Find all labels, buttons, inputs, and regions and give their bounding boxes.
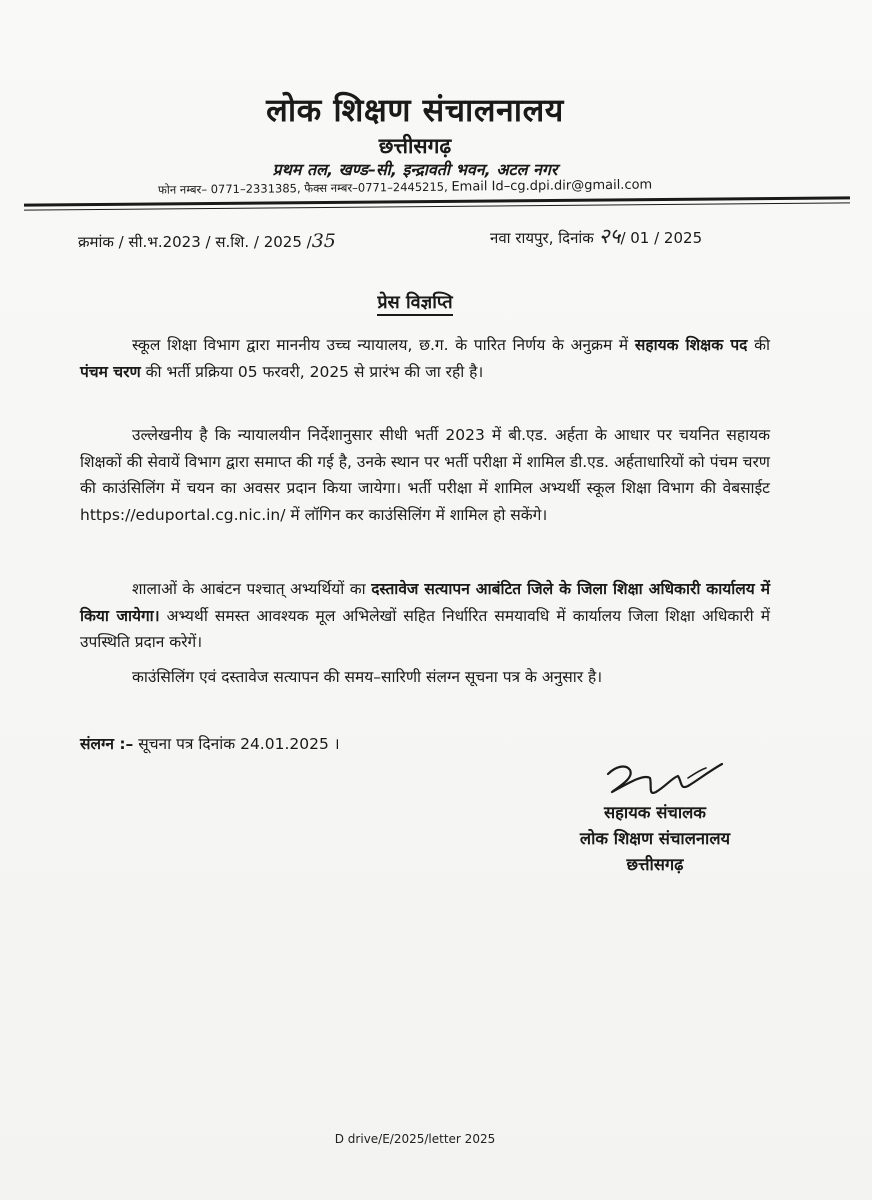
reference-number-handwritten: 35 xyxy=(311,230,336,252)
date-handwritten: २५ xyxy=(598,224,621,248)
p3-bold-1: दस्तावेज सत्यापन आबंटित जिले के जिला शिक्षा अधिकारी कार्यालय में किया जायेगा। xyxy=(80,580,770,625)
p4-text: काउंसिलिंग एवं दस्तावेज सत्यापन की समय–सारिणी संलग्न सूचना पत्र के अनुसार है। xyxy=(132,668,603,686)
enclosure-label: संलग्न :– xyxy=(80,735,134,753)
letterhead-title: लोक शिक्षण संचालनालय xyxy=(266,91,564,129)
p2-text: उल्लेखनीय है कि न्यायालयीन निर्देशानुसार सीधी भर्ती 2023 में बी.एड. अर्हता के आधार पर चयनित सहायक शिक्षकों की सेवायें विभाग द्वारा समाप्त की गई है, उनके स्थान पर भर्ती परीक्षा में शामिल डी.एड. अर्हताधारियों को पंचम चरण की काउंसिलिंग में चयन का अवसर प्रदान किया जायेगा। भर्ती परीक्षा में शामिल अभ्यर्थी स्कूल शिक्षा विभाग की वेबसाईट https://eduportal.cg.nic.in/ में लॉगिन कर काउंसिलिंग में शामिल हो सकेंगे। xyxy=(80,426,770,524)
p1-text-1: स्कूल शिक्षा विभाग द्वारा माननीय उच्च न्यायालय, छ.ग. के पारित निर्णय के अनुक्रम में xyxy=(132,336,629,354)
paragraph-4 xyxy=(80,664,770,691)
enclosure-text: सूचना पत्र दिनांक 24.01.2025 । xyxy=(138,735,340,753)
footer-file-path: D drive/E/2025/letter 2025 xyxy=(334,1132,496,1146)
press-release-heading-text: प्रेस विज्ञप्ति xyxy=(377,292,452,316)
p1-bold-2: पंचम चरण xyxy=(80,362,141,381)
reference-number xyxy=(78,230,336,252)
signatory-office: लोक शिक्षण संचालनालय xyxy=(579,829,731,848)
signatory-state: छत्तीसगढ़ xyxy=(626,855,684,874)
letterhead-state: छत्तीसगढ़ xyxy=(378,134,452,158)
p1-text-2: की xyxy=(754,336,770,354)
reference-number-prefix: क्रमांक / सी.भ.2023 / स.शि. / 2025 / xyxy=(78,233,312,251)
reference-date xyxy=(490,222,702,250)
signatory-block xyxy=(520,800,790,878)
p3-text-1: शालाओं के आबंटन पश्चात् अभ्यर्थियों का xyxy=(132,580,366,598)
paragraph-1 xyxy=(80,332,770,385)
contact-email: Email Id–cg.dpi.dir@gmail.com xyxy=(451,177,653,195)
press-release-heading xyxy=(0,290,830,314)
letterhead-address: प्रथम तल, खण्ड–सी, इन्द्रावती भवन, अटल नगर xyxy=(272,160,558,179)
p3-text-2: अभ्यर्थी समस्त आवश्यक मूल अभिलेखों सहित निर्धारित समयावधि में कार्यालय जिला शिक्षा अधिकारी में उपस्थिति प्रदान करेगें। xyxy=(80,606,770,651)
letterhead-contact xyxy=(158,177,678,197)
signatory-designation: सहायक संचालक xyxy=(604,803,706,822)
date-prefix: नवा रायपुर, दिनांक xyxy=(490,229,594,247)
paragraph-2 xyxy=(80,422,770,528)
enclosure-line xyxy=(80,732,340,754)
contact-phone-fax: फोन नम्बर– 0771–2331385, फैक्स नम्बर–0771–2445215, xyxy=(157,179,448,197)
p1-text-3: की भर्ती प्रक्रिया 05 फरवरी, 2025 से प्रारंभ की जा रही है। xyxy=(145,362,484,381)
paragraph-3 xyxy=(80,576,770,656)
p1-bold-1: सहायक शिक्षक पद xyxy=(634,336,748,354)
date-suffix: / 01 / 2025 xyxy=(620,229,703,247)
